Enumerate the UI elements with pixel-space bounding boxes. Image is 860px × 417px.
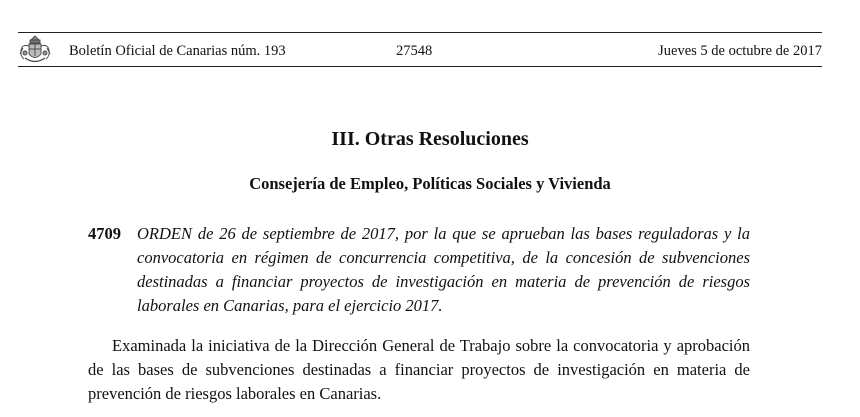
header-top-rule — [18, 32, 822, 33]
order-number: 4709 — [88, 224, 121, 243]
section-title: III. Otras Resoluciones — [331, 128, 529, 150]
order-title: ORDEN de 26 de septiembre de 2017, por la que se aprueban las bases reguladoras y la convocatoria en régimen de concurrencia competitiva, de la concesión de subvenciones destinadas a financiar proyectos de investigación en materia de prevención de riesgos laborales en Canarias, para el ejercicio 2017. — [137, 224, 750, 315]
page-number: 27548 — [396, 43, 433, 59]
header-bottom-rule — [18, 66, 822, 67]
department-title: Consejería de Empleo, Políticas Sociales y Vivienda — [249, 174, 611, 193]
coat-of-arms-icon — [18, 34, 52, 66]
page-header — [18, 30, 822, 68]
publication-name: Boletín Oficial de Canarias núm. 193 — [69, 43, 286, 59]
body-paragraph: Examinada la iniciativa de la Dirección General de Trabajo sobre la convocatoria y aprobación de las bases de subvenciones destinadas a financiar proyectos de investigación en materia de prevención de riesgos laborales en Canarias. — [88, 336, 750, 403]
publication-date: Jueves 5 de octubre de 2017 — [658, 43, 822, 59]
